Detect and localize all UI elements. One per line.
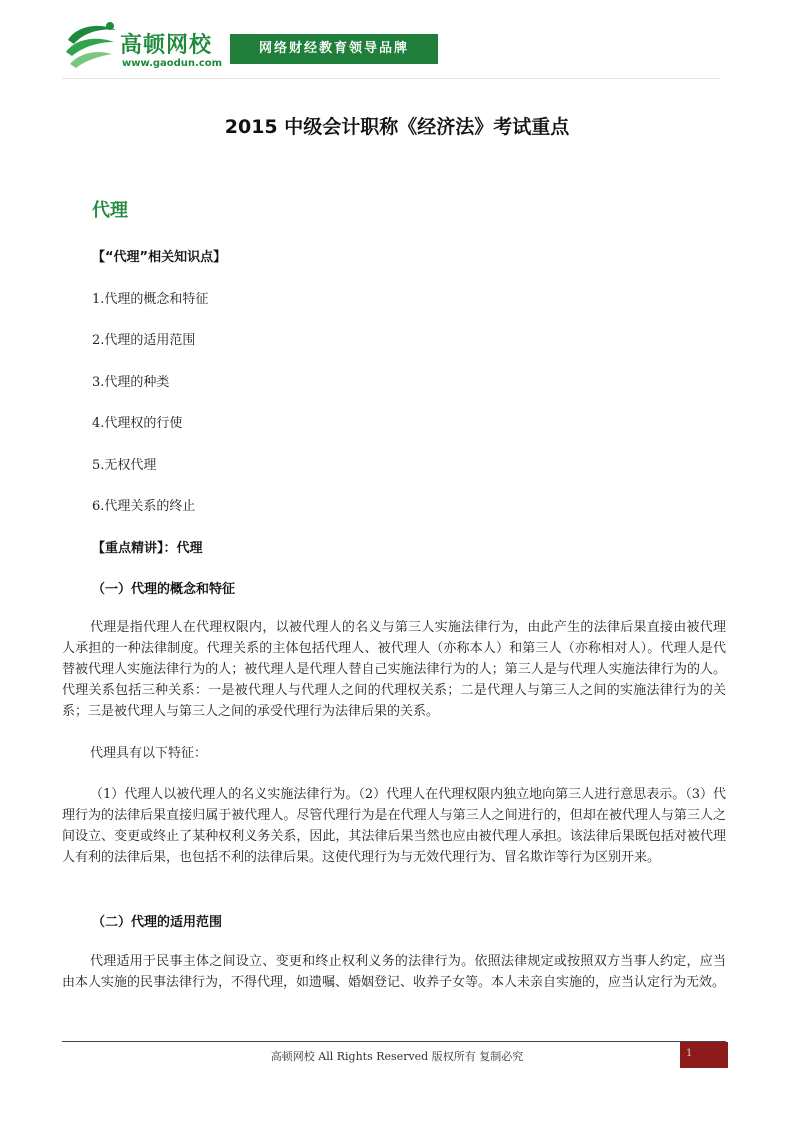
footer-divider — [62, 1041, 726, 1042]
knowledge-item: 5.无权代理 — [92, 458, 157, 473]
paragraph: 代理是指代理人在代理权限内，以被代理人的名义与第三人实施法律行为，由此产生的法律后果直接由被代理人承担的一种法律制度。代理关系的主体包括代理人、被代理人（亦称本人）和第三人（亦称相对人）。代理人是代替被代理人实施法律行为的人；被代理人是代理人替自己实施法律行为的人；第三人是与代理人实施法律行为的人。代理关系包括三种关系：一是被代理人与代理人之间的代理权关系；二是代理人与第三人之间的实施法律行为的关系；三是被代理人与第三人之间的承受代理行为法律后果的关系。 — [62, 620, 726, 719]
knowledge-item: 3.代理的种类 — [92, 375, 170, 390]
page-header — [62, 12, 720, 79]
knowledge-item: 6.代理关系的终止 — [92, 499, 196, 514]
logo-swoosh-icon — [62, 18, 122, 74]
subsection-heading: （一）代理的概念和特征 — [92, 582, 236, 597]
gaodun-logo — [62, 18, 222, 76]
slogan-banner: 网络财经教育领导品牌 — [230, 34, 438, 64]
knowledge-item: 2.代理的适用范围 — [92, 333, 196, 348]
knowledge-points-heading: 【“代理”相关知识点】 — [92, 250, 227, 265]
footer-copyright: 高顿网校 All Rights Reserved 版权所有 复制必究 — [270, 1050, 524, 1063]
knowledge-item: 4.代理权的行使 — [92, 416, 183, 431]
logo-url: www.gaodun.com — [122, 58, 223, 69]
subsection-heading: （二）代理的适用范围 — [92, 915, 223, 930]
focus-heading: 【重点精讲】：代理 — [92, 541, 203, 556]
logo-name: 高顿网校 — [120, 33, 213, 58]
page-number: 1 — [686, 1048, 693, 1059]
paragraph: 代理具有以下特征： — [90, 746, 208, 761]
document-title: 2015 中级会计职称《经济法》考试重点 — [224, 116, 570, 138]
paragraph: 代理适用于民事主体之间设立、变更和终止权利义务的法律行为。依照法律规定或按照双方当事人约定，应当由本人实施的民事法律行为，不得代理，如遗嘱、婚姻登记、收养子女等。本人未亲自实施的，应当认定行为无效。 — [62, 954, 726, 990]
paragraph: （1）代理人以被代理人的名义实施法律行为。（2）代理人在代理权限内独立地向第三人进行意思表示。（3）代理行为的法律后果直接归属于被代理人。尽管代理行为是在代理人与第三人之间进行的，但却在被代理人与第三人之间设立、变更或终止了某种权利义务关系，因此，其法律后果当然也应由被代理人承担。该法律后果既包括对被代理人有利的法律后果，也包括不利的法律后果。这使代理行为与无效代理行为、冒名欺诈等行为区别开来。 — [62, 787, 726, 865]
section-heading: 代理 — [92, 200, 128, 221]
knowledge-item: 1.代理的概念和特征 — [92, 292, 209, 307]
